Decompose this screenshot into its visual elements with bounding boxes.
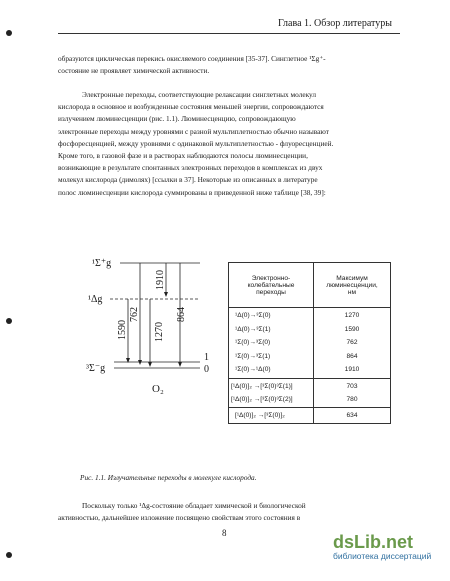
- text-line: полос люминесценции кислорода суммированы в приведенной ниже таблице [38, 39]:: [58, 187, 326, 197]
- header-maximum: Максимум люминесценции, нм: [314, 263, 391, 308]
- transitions-table: [228, 262, 391, 424]
- arrow-head: [164, 292, 168, 297]
- text-line: состояние не проявляет химической активности.: [58, 66, 210, 76]
- vib-label: 0: [204, 364, 209, 375]
- molecule-label: O₂: [152, 383, 164, 395]
- table-header-row: [229, 263, 391, 308]
- text-line: образуются циклическая перекись окисляемого соединения [35-37]. Синглетное ¹Σg⁺-: [58, 54, 326, 63]
- page-number: 8: [222, 528, 227, 538]
- text-line: Электронные переходы, соответствующие релаксации синглетных молекул: [82, 90, 316, 99]
- text-line: молекул кислорода (димолях) [ссылки в 37]. Некоторые из описанных в литературе: [58, 175, 318, 185]
- level-label: ¹Δg: [88, 294, 103, 305]
- watermark[interactable]: [333, 532, 431, 561]
- transition-label: 864: [176, 307, 187, 322]
- transition-label: 762: [129, 307, 140, 322]
- arrow-head: [148, 362, 152, 367]
- text-line: Поскольку только ¹Δg-состояние обладает химической и биологической: [82, 501, 306, 510]
- arrow-head: [138, 360, 142, 365]
- table-row: ¹Δ(0)→³Σ(0) ¹Δ(0)→³Σ(1) ¹Σ(0)→³Σ(0) ¹Σ(0)→³Σ(1) ¹Σ(0)→¹Δ(0) 1270 1590 762 864 1910: [229, 308, 391, 379]
- text-line: излучением люминесценции (рис. 1.1). Люминесценцию, сопровождающую: [58, 114, 296, 124]
- running-header: Глава 1. Обзор литературы: [278, 18, 392, 29]
- watermark-subtitle: библиотека диссертаций: [333, 551, 432, 561]
- text-line: электронные переходы между уровнями с разной мультиплетностью обычно называют: [58, 126, 329, 136]
- watermark-brand[interactable]: dsLib.net: [333, 532, 413, 552]
- figure-caption: Рис. 1.1. Излучательные переходы в молекуле кислорода.: [80, 473, 257, 482]
- text-line: фосфоресценцией, между уровнями с одинаковой мультиплетностью - флуоресценцией.: [58, 138, 334, 148]
- level-label: ³Σ⁻g: [86, 363, 106, 374]
- arrow-head: [178, 362, 182, 367]
- paragraph-3: [58, 500, 392, 524]
- table-row: [¹Δ(0)]₂ →[³Σ(0)]₂ 634: [229, 408, 391, 424]
- text-line: возникающие в результате спонтанных электронных переходов в комплексах из двух: [58, 163, 323, 173]
- text-line: Кроме того, в газовой фазе и в растворах наблюдаются полосы люминесценции,: [58, 151, 308, 161]
- vib-label: 1: [204, 352, 209, 363]
- transition-label: 1590: [117, 320, 128, 340]
- header-transitions: Электронно- колебательные переходы: [229, 263, 314, 308]
- text-line: активностью, дальнейшее изложение посвящено свойствам этого состояния в: [58, 513, 301, 523]
- table-row: [¹Δ(0)]₂ →[³Σ(0)³Σ(1)] [¹Δ(0)]₂ →[³Σ(0)³Σ(2)] 703 780: [229, 379, 391, 408]
- level-label: ¹Σ⁺g: [92, 258, 112, 269]
- transition-label: 1910: [155, 270, 166, 290]
- text-line: кислорода в основное и возбужденные состояния меньшей энергии, сопровождаются: [58, 102, 324, 112]
- transition-label: 1270: [154, 322, 165, 342]
